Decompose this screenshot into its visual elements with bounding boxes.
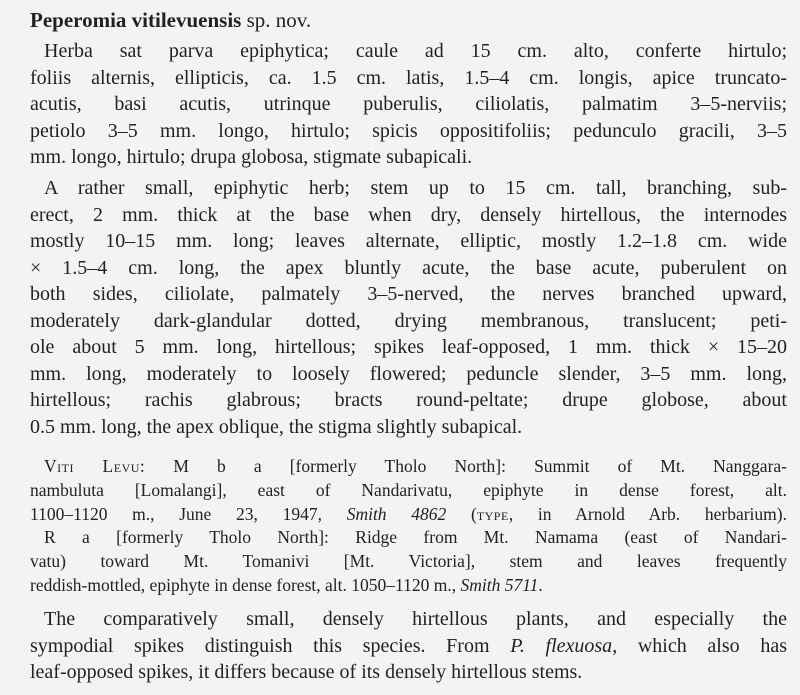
latin-line: acutis, basi acutis, utrinque puberulis, ciliolatis, palmatim 3–5-nerviis; (30, 93, 787, 115)
latin-line: foliis alternis, ellipticis, ca. 1.5 cm. latis, 1.5–4 cm. longis, apice truncato- (30, 66, 787, 89)
description-line: mostly 10–15 mm. long; leaves alternate, elliptic, mostly 1.2–1.8 cm. wide (30, 230, 787, 252)
species-heading (30, 6, 311, 34)
description-line: both sides, ciliolate, palmately 3–5-nerved, the nerves branched upward, (30, 283, 787, 305)
description-line: erect, 2 mm. thick at the base when dry, densely hirtellous, the internodes (30, 203, 787, 226)
description-line: mm. long, moderately to loosely flowered; peduncle slender, 3–5 mm. long, (30, 362, 787, 385)
collector-number: Smith 4862 (346, 503, 447, 524)
specimen-line: nambuluta [Lomalangi], east of Nandarivatu, epiphyte in dense forest, alt. (30, 479, 787, 500)
province-name: R a (44, 527, 90, 548)
discussion-line: sympodial spikes distinguish this species. From P. flexuosa, which also has (30, 634, 787, 657)
discussion-line: The comparatively small, densely hirtellous plants, and especially the (44, 608, 787, 630)
species-name: Peperomia vitilevuensis (30, 8, 242, 32)
specimen-line: vatu) toward Mt. Tomanivi [Mt. Victoria], stem and leaves frequently (30, 551, 787, 572)
latin-line: petiolo 3–5 mm. longo, hirtulo; spicis oppositifoliis; pedunculo gracili, 3–5 (30, 119, 787, 142)
species-status: sp. nov. (246, 8, 312, 32)
type-label: type (476, 503, 509, 524)
latin-diagnosis (30, 38, 787, 171)
description-line: hirtellous; rachis glabrous; bracts round-peltate; drupe globose, about (30, 389, 787, 411)
specimen-line: R a [formerly Tholo North]: Ridge from Mt. Namama (east of Nandari- (44, 527, 787, 548)
discussion-line: leaf-opposed spikes, it differs because of its densely hirtellous stems. (30, 661, 583, 683)
province-name: M b a (173, 456, 262, 476)
description-line: A rather small, epiphytic herb; stem up to 15 cm. tall, branching, sub- (44, 177, 787, 199)
specimens-cited (30, 455, 787, 598)
specimen-line: 1100–1120 m., June 23, 1947, Smith 4862 (type, in Arnold Arb. herbarium). (30, 503, 787, 524)
description-line: ole about 5 mm. long, hirtellous; spikes leaf-opposed, 1 mm. thick × 15–20 (30, 336, 787, 358)
specimen-line: Viti Levu: M b a [formerly Tholo North]: Summit of Mt. Nanggara- (44, 456, 787, 476)
island-name: Viti Levu: (44, 456, 146, 476)
discussion (30, 606, 787, 686)
collector-number: Smith 5711 (460, 574, 539, 595)
latin-line: Herba sat parva epiphytica; caule ad 15 cm. alto, conferte hirtulo; (44, 40, 787, 62)
latin-line: mm. longo, hirtulo; drupa globosa, stigmate subapicali. (30, 146, 473, 168)
description-line: × 1.5–4 cm. long, the apex bluntly acute, the base acute, puberulent on (30, 256, 787, 279)
english-description (30, 175, 787, 440)
description-line: 0.5 mm. long, the apex oblique, the stigma slightly subapical. (30, 415, 523, 438)
description-line: moderately dark-glandular dotted, drying membranous, translucent; peti- (30, 309, 787, 332)
specimen-line: reddish-mottled, epiphyte in dense forest, alt. 1050–1120 m., Smith 5711. (30, 574, 543, 595)
species-reference: P. flexuosa (510, 634, 613, 657)
